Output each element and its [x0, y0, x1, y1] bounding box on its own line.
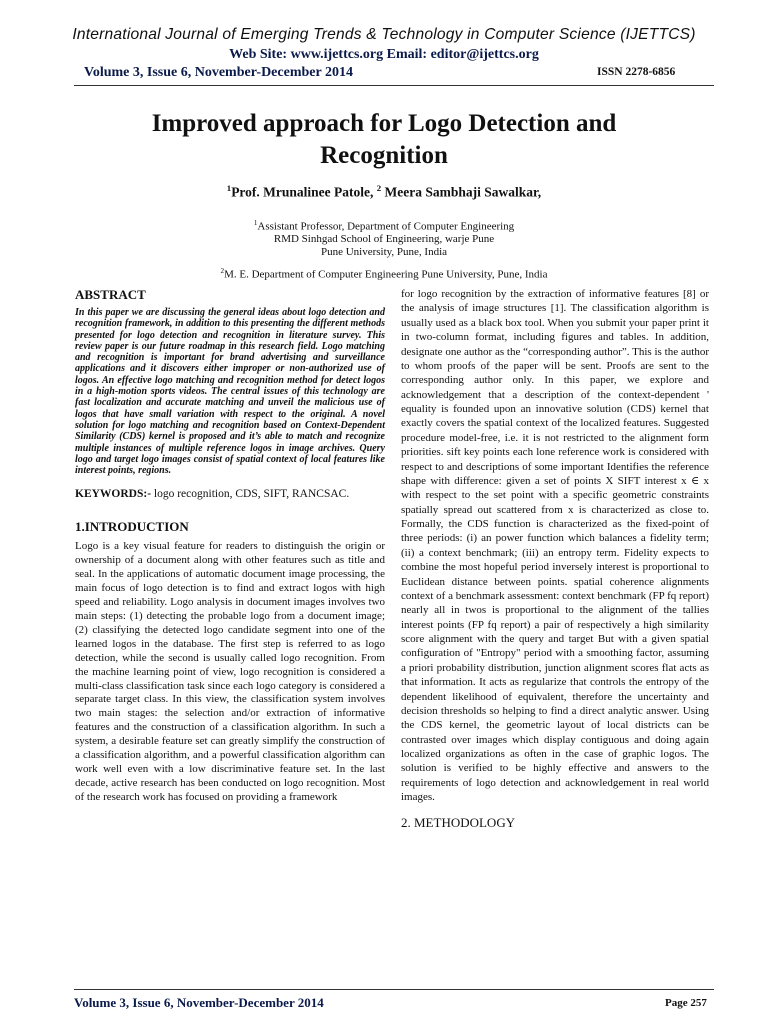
header-volume: Volume 3, Issue 6, November-December 2014 [84, 65, 353, 80]
right-column-body: for logo recognition by the extraction of informative features [8] or the analysis of image structures [1]. The classification algorithm is usually used as a black box tool. When you submit your paper print it in two-column format, including figures and tables. In addition, designate one author as the “corresponding author”. This is the author to whom proofs of the paper will be sent. Proofs are sent to the corresponding author only. In this paper, we explore and acknowledgement that a description of the context-dependent ' equality is founded upon an innovative solution (CDS) kernel that exactly covers the spatial context of the localized features. Suggested procedure model-free, i.e. it is not restricted to the alignment form priorities. sift key points each lone reference work is considered with respect to and descriptions of some important Identifies the reference shape with difference: given a set of points X SIFT interest x ∈ x with respect to the set point with a specific geometric constraints spatially spread out scattered from x is characterized as close to. Formally, the CDS function is characterized as the fixed-point of three periods: (i) an power function which balances a fidelity term; (ii) a context benchmark; (iii) an entropy term. Fidelity expects to combine the most hopeful period inversely interest is proportional to Euclidean distance between points. spatial coherence alignments context of a benchmark assessment: context benchmark (FP fq report) nearly all in twos is proportional to the alignment of the tallies interest points (FP fq report) a pair of respectively a high similarity score alignment with the query and target But with a given spatial configuration of "Entropy" period with a smoothing factor, assuming a priori probability distribution, junction alignment scores flat acts as that information. It acts as regularize that controls the entropy of the dependent likelihood of equivalent, therefore the uncertainty and decision thresholds so helping to find a direct analytic answer. Using the CDS kernel, the geometric layout of local districts can be contrasted over images which display contiguous and doing again localized organizations as often in the case of graphic logos. The solution is verified to be highly effective and answers to the requirements of logo detection and acknowledgement in real world images. [401, 288, 709, 804]
abstract-body: In this paper we are discussing the general ideas about logo detection and recognition framework, in addition to this presenting the different methods presented for logo detection and recognition in literature survey. This review paper is our future roadmap in this research field. Logo matching and recognition is important for brand advertising and surveillance applications and it discovers either improper or non-authorized use of logos. An effective logo matching and recognition method for detect logos in a high-motion sports videos. The central issues of this technology are fast localization and accurate matching and unveil the malicious use of logos that have small variation with respect to the original. A novel solution for logo matching and recognition based on Context-Dependent Similarity (CDS) kernel is proposed and it’s able to match and recognize multiple instances of multiple reference logos in image archives. Query logo and target logo images consist of spatial context of local features like interest points, regions. [75, 307, 385, 477]
header-rule [74, 85, 714, 86]
author-2-name: Meera Sambhaji Sawalkar, [381, 184, 542, 200]
journal-name: International Journal of Emerging Trends & Technology in Computer Science (IJETTCS) [72, 26, 696, 43]
page-number: Page 257 [665, 997, 707, 1009]
author-line [0, 183, 768, 201]
author-1-name: Prof. Mrunalinee Patole, [231, 184, 377, 200]
introduction-heading: 1.INTRODUCTION [75, 519, 189, 535]
paper-title: Improved approach for Logo Detection and Recognition [151, 110, 617, 169]
journal-website: Web Site: www.ijettcs.org Email: editor@ijettcs.org [229, 47, 539, 62]
right-column [401, 287, 709, 831]
keywords-text: logo recognition, CDS, SIFT, RANCSAC. [151, 488, 350, 501]
affiliation-1-sup: 1 [253, 219, 258, 227]
footer-rule [74, 989, 714, 990]
affiliation-line-1 [0, 219, 768, 233]
keywords-paragraph [75, 488, 385, 501]
affiliation-line-4 [0, 267, 768, 281]
affiliation-line-2: RMD Sinhgad School of Engineering, warje Pune [273, 233, 495, 245]
author-1-sup: 1 [226, 183, 232, 193]
author-2-sup: 2 [376, 183, 382, 193]
affiliation-1-text: Assistant Professor, Department of Computer Engineering [257, 220, 515, 233]
introduction-body: Logo is a key visual feature for readers to distinguish the origin or ownership of a document along with other features such as title and seal. In the applications of automatic document image processing, the main focus of logo detection is to find and extract logos with high speed and reliability. Logo analysis in document images involves two main steps: (1) detecting the probable logo from a document image; (2) classifying the detected logo candidate segment into one of the learned logos in the database. The first step is referred to as logo detection, while the second is usually called logo recognition. From the machine learning point of view, logo recognition is considered a multi-class classification task since each logo category is considered a separate target class. In this view, the classification system involves two main stages: the selection and/or extraction of informative features and the construction of a classification algorithm. In such a system, a desirable feature set can greatly simplify the construction of a classification algorithm, and a powerful classification algorithm can work well even with a low discriminative feature set. In the last decade, active research has been conducted on logo recognition. Most of the research work has focused on providing a framework [75, 540, 385, 803]
abstract-heading: ABSTRACT [75, 287, 146, 302]
left-column [75, 287, 385, 805]
affiliation-2-sup: 2 [220, 267, 225, 275]
affiliation-line-3: Pune University, Pune, India [320, 246, 448, 258]
methodology-heading: 2. METHODOLOGY [401, 814, 516, 830]
footer-volume: Volume 3, Issue 6, November-December 2014 [74, 995, 324, 1010]
header-issn: ISSN 2278-6856 [597, 66, 676, 78]
keywords-label: KEYWORDS:- [75, 488, 152, 501]
affiliation-2-text: M. E. Department of Computer Engineering Pune University, Pune, India [224, 268, 548, 281]
